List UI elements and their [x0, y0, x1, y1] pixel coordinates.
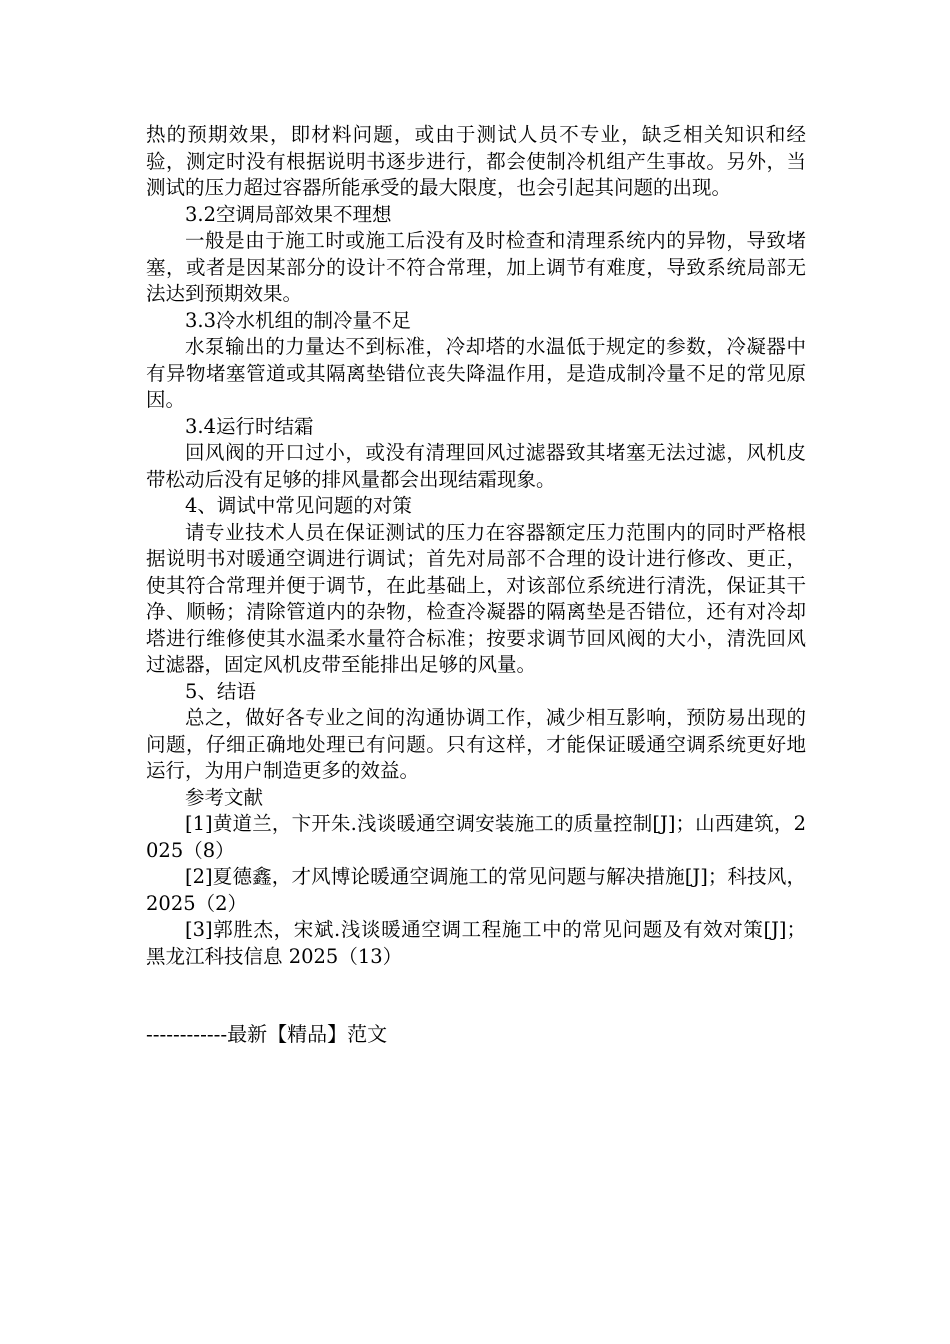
paragraph-intro-continued: 热的预期效果，即材料问题，或由于测试人员不专业，缺乏相关知识和经验，测定时没有根据说明书逐步进行，都会使制冷机组产生事故。另外，当测试的压力超过容器所能承受的最大限度，也会引起其问题的出现。: [146, 123, 806, 199]
paragraph-3-3: 水泵输出的力量达不到标准，冷却塔的水温低于规定的参数，冷凝器中有异物堵塞管道或其隔离垫错位丧失降温作用，是造成制冷量不足的常见原因。: [146, 335, 806, 411]
reference-item-1: [1]黄道兰，卞开朱.浅谈暖通空调安装施工的质量控制[J]；山西建筑，2025（8）: [146, 812, 806, 862]
reference-item-2: [2]夏德鑫，才风博论暖通空调施工的常见问题与解决措施[J]；科技风，2025（2）: [146, 865, 806, 915]
page-footer: ------------最新【精品】范文: [146, 1022, 388, 1046]
paragraph-3-2: 一般是由于施工时或施工后没有及时检查和清理系统内的异物，导致堵塞，或者是因某部分的设计不符合常理，加上调节有难度，导致系统局部无法达到预期效果。: [146, 229, 806, 305]
references-heading: 参考文献: [185, 785, 264, 809]
document-body: [146, 122, 806, 970]
paragraph-3-4: 回风阀的开口过小，或没有清理回风过滤器致其堵塞无法过滤，风机皮带松动后没有足够的排风量都会出现结霜现象。: [146, 441, 806, 491]
paragraph-4: 请专业技术人员在保证测试的压力在容器额定压力范围内的同时严格根据说明书对暖通空调进行调试；首先对局部不合理的设计进行修改、更正，使其符合常理并便于调节，在此基础上，对该部位系统进行清洗，保证其干净、顺畅；清除管道内的杂物，检查冷凝器的隔离垫是否错位，还有对冷却塔进行维修使其水温柔水量符合标准；按要求调节回风阀的大小，清洗回风过滤器，固定风机皮带至能排出足够的风量。: [146, 520, 806, 676]
section-heading-4: 4、调试中常见问题的对策: [185, 494, 412, 517]
section-heading-3-3: 3.3冷水机组的制冷量不足: [185, 308, 412, 332]
section-heading-5: 5、结语: [185, 679, 256, 703]
section-heading-3-4: 3.4运行时结霜: [185, 414, 314, 438]
section-heading-3-2: 3.2空调局部效果不理想: [185, 202, 392, 226]
reference-item-3: [3]郭胜杰，宋斌.浅谈暖通空调工程施工中的常见问题及有效对策[J]；黑龙江科技信息 2025（13）: [146, 918, 806, 968]
paragraph-5: 总之，做好各专业之间的沟通协调工作，减少相互影响，预防易出现的问题，仔细正确地处理已有问题。只有这样，才能保证暖通空调系统更好地运行，为用户制造更多的效益。: [146, 706, 806, 782]
